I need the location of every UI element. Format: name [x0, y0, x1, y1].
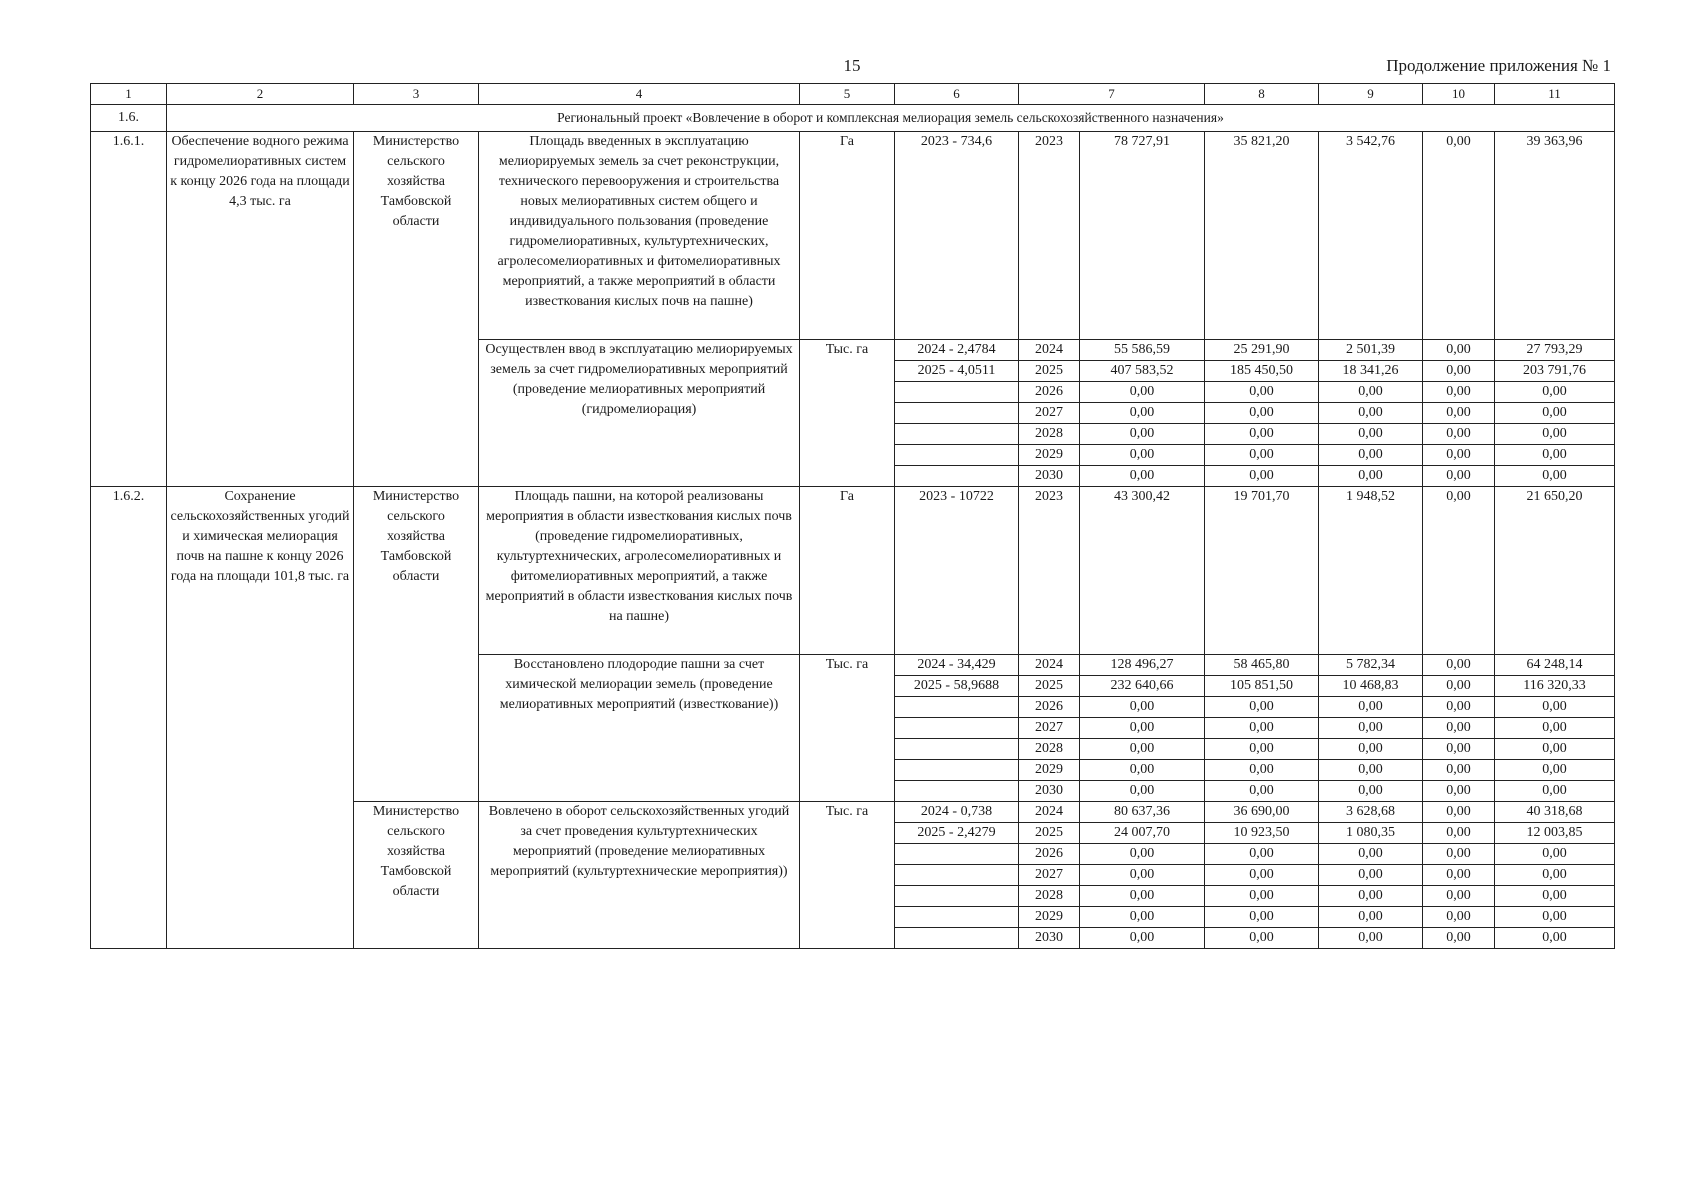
amount-cell-c9: 0,00 [1319, 739, 1423, 760]
appendix-table [90, 83, 1615, 949]
amount-cell-c11: 12 003,85 [1495, 823, 1615, 844]
column-header: 2 [167, 84, 354, 105]
year-cell: 2027 [1019, 403, 1080, 424]
section-number: 1.6.2. [91, 487, 167, 949]
amount-cell-c11: 203 791,76 [1495, 361, 1615, 382]
amount-cell-c10: 0,00 [1423, 844, 1495, 865]
year-cell: 2027 [1019, 718, 1080, 739]
year-cell: 2024 [1019, 802, 1080, 823]
amount-cell-c10: 0,00 [1423, 424, 1495, 445]
amount-cell-c7: 0,00 [1080, 697, 1205, 718]
target-cell: 2023 - 734,6 [895, 132, 1019, 340]
year-cell: 2028 [1019, 424, 1080, 445]
amount-cell-c11: 0,00 [1495, 928, 1615, 949]
indicator-name: Восстановлено плодородие пашни за счет химической мелиорации земель (проведение мелиоративных мероприятий (известкование)) [479, 655, 800, 802]
amount-cell-c11: 0,00 [1495, 781, 1615, 802]
year-cell: 2029 [1019, 760, 1080, 781]
amount-cell-c8: 0,00 [1205, 886, 1319, 907]
amount-cell-c8: 0,00 [1205, 718, 1319, 739]
year-cell: 2023 [1019, 132, 1080, 340]
amount-cell-c7: 0,00 [1080, 928, 1205, 949]
column-header: 4 [479, 84, 800, 105]
amount-cell-c10: 0,00 [1423, 697, 1495, 718]
amount-cell-c10: 0,00 [1423, 403, 1495, 424]
section-number: 1.6.1. [91, 132, 167, 487]
year-cell: 2025 [1019, 823, 1080, 844]
ministry-name: Министерство сельского хозяйства Тамбовской области [354, 132, 479, 487]
year-cell: 2030 [1019, 928, 1080, 949]
amount-cell-c8: 0,00 [1205, 781, 1319, 802]
amount-cell-c9: 18 341,26 [1319, 361, 1423, 382]
amount-cell-c11: 0,00 [1495, 865, 1615, 886]
amount-cell-c8: 0,00 [1205, 424, 1319, 445]
year-cell: 2025 [1019, 676, 1080, 697]
target-cell [895, 424, 1019, 445]
target-cell [895, 760, 1019, 781]
amount-cell-c9: 0,00 [1319, 781, 1423, 802]
amount-cell-c7: 0,00 [1080, 739, 1205, 760]
unit-cell: Га [800, 487, 895, 655]
target-cell: 2025 - 2,4279 [895, 823, 1019, 844]
amount-cell-c10: 0,00 [1423, 907, 1495, 928]
year-cell: 2024 [1019, 340, 1080, 361]
amount-cell-c9: 0,00 [1319, 403, 1423, 424]
amount-cell-c8: 0,00 [1205, 739, 1319, 760]
amount-cell-c11: 0,00 [1495, 844, 1615, 865]
amount-cell-c10: 0,00 [1423, 781, 1495, 802]
amount-cell-c10: 0,00 [1423, 718, 1495, 739]
amount-cell-c11: 0,00 [1495, 403, 1615, 424]
amount-cell-c9: 0,00 [1319, 928, 1423, 949]
amount-cell-c8: 36 690,00 [1205, 802, 1319, 823]
amount-cell-c11: 0,00 [1495, 718, 1615, 739]
amount-cell-c8: 0,00 [1205, 445, 1319, 466]
year-cell: 2024 [1019, 655, 1080, 676]
amount-cell-c11: 0,00 [1495, 382, 1615, 403]
amount-cell-c9: 0,00 [1319, 865, 1423, 886]
amount-cell-c11: 64 248,14 [1495, 655, 1615, 676]
year-cell: 2029 [1019, 907, 1080, 928]
target-cell: 2025 - 4,0511 [895, 361, 1019, 382]
year-cell: 2030 [1019, 781, 1080, 802]
indicator-name: Вовлечено в оборот сельскохозяйственных угодий за счет проведения культуртехнических мероприятий (проведение мелиоративных мероприятий (культуртехнические мероприятия)) [479, 802, 800, 949]
column-header: 5 [800, 84, 895, 105]
amount-cell-c10: 0,00 [1423, 739, 1495, 760]
amount-cell-c7: 0,00 [1080, 844, 1205, 865]
amount-cell-c9: 1 080,35 [1319, 823, 1423, 844]
amount-cell-c11: 0,00 [1495, 760, 1615, 781]
amount-cell-c9: 5 782,34 [1319, 655, 1423, 676]
amount-cell-c7: 232 640,66 [1080, 676, 1205, 697]
target-cell: 2025 - 58,9688 [895, 676, 1019, 697]
amount-cell-c7: 0,00 [1080, 466, 1205, 487]
amount-cell-c7: 43 300,42 [1080, 487, 1205, 655]
amount-cell-c11: 0,00 [1495, 739, 1615, 760]
task-name: Обеспечение водного режима гидромелиоративных систем к концу 2026 года на площади 4,3 тыс. га [167, 132, 354, 487]
amount-cell-c7: 0,00 [1080, 760, 1205, 781]
amount-cell-c11: 0,00 [1495, 445, 1615, 466]
amount-cell-c8: 58 465,80 [1205, 655, 1319, 676]
amount-cell-c9: 0,00 [1319, 382, 1423, 403]
amount-cell-c8: 0,00 [1205, 844, 1319, 865]
amount-cell-c11: 0,00 [1495, 466, 1615, 487]
amount-cell-c8: 10 923,50 [1205, 823, 1319, 844]
amount-cell-c10: 0,00 [1423, 886, 1495, 907]
amount-cell-c10: 0,00 [1423, 655, 1495, 676]
amount-cell-c11: 39 363,96 [1495, 132, 1615, 340]
year-cell: 2028 [1019, 886, 1080, 907]
target-cell [895, 382, 1019, 403]
amount-cell-c8: 25 291,90 [1205, 340, 1319, 361]
amount-cell-c10: 0,00 [1423, 487, 1495, 655]
year-cell: 2025 [1019, 361, 1080, 382]
year-cell: 2028 [1019, 739, 1080, 760]
column-header: 10 [1423, 84, 1495, 105]
amount-cell-c7: 0,00 [1080, 445, 1205, 466]
target-cell [895, 718, 1019, 739]
year-cell: 2026 [1019, 697, 1080, 718]
amount-cell-c7: 0,00 [1080, 781, 1205, 802]
amount-cell-c8: 0,00 [1205, 865, 1319, 886]
amount-cell-c8: 0,00 [1205, 928, 1319, 949]
amount-cell-c9: 10 468,83 [1319, 676, 1423, 697]
indicator-row [91, 132, 1615, 340]
amount-cell-c7: 128 496,27 [1080, 655, 1205, 676]
amount-cell-c7: 0,00 [1080, 865, 1205, 886]
target-cell [895, 403, 1019, 424]
amount-cell-c8: 0,00 [1205, 403, 1319, 424]
target-cell [895, 844, 1019, 865]
project-row [91, 105, 1615, 132]
amount-cell-c10: 0,00 [1423, 132, 1495, 340]
amount-cell-c10: 0,00 [1423, 466, 1495, 487]
indicator-row [91, 487, 1615, 655]
amount-cell-c10: 0,00 [1423, 676, 1495, 697]
amount-cell-c11: 0,00 [1495, 907, 1615, 928]
target-cell [895, 928, 1019, 949]
task-name: Сохранение сельскохозяйственных угодий и химическая мелиорация почв на пашне к концу 2026 года на площади 101,8 тыс. га [167, 487, 354, 949]
amount-cell-c9: 1 948,52 [1319, 487, 1423, 655]
target-cell: 2024 - 34,429 [895, 655, 1019, 676]
amount-cell-c11: 0,00 [1495, 424, 1615, 445]
target-cell [895, 697, 1019, 718]
unit-cell: Га [800, 132, 895, 340]
amount-cell-c11: 40 318,68 [1495, 802, 1615, 823]
target-cell: 2024 - 0,738 [895, 802, 1019, 823]
indicator-name: Площадь введенных в эксплуатацию мелиорируемых земель за счет реконструкции, технического перевооружения и строительства новых мелиоративных систем общего и индивидуального пользования (проведение гидромелиоративных, культуртехнических, агролесомелиоративных и фитомелиоративных мероприятий, а также мероприятий в области известкования кислых почв на пашне) [479, 132, 800, 340]
amount-cell-c10: 0,00 [1423, 802, 1495, 823]
amount-cell-c8: 105 851,50 [1205, 676, 1319, 697]
year-cell: 2027 [1019, 865, 1080, 886]
target-cell [895, 781, 1019, 802]
amount-cell-c11: 21 650,20 [1495, 487, 1615, 655]
target-cell [895, 466, 1019, 487]
amount-cell-c8: 0,00 [1205, 466, 1319, 487]
unit-cell: Тыс. га [800, 802, 895, 949]
indicator-name: Площадь пашни, на которой реализованы мероприятия в области известкования кислых почв (проведение гидромелиоративных, культуртехнических, агролесомелиоративных и фитомелиоративных мероприятий, а также мероприятий в области известкования кислых почв на пашне) [479, 487, 800, 655]
amount-cell-c10: 0,00 [1423, 823, 1495, 844]
ministry-name: Министерство сельского хозяйства Тамбовской области [354, 802, 479, 949]
unit-cell: Тыс. га [800, 655, 895, 802]
amount-cell-c9: 0,00 [1319, 718, 1423, 739]
amount-cell-c11: 116 320,33 [1495, 676, 1615, 697]
amount-cell-c7: 80 637,36 [1080, 802, 1205, 823]
year-cell: 2026 [1019, 844, 1080, 865]
continuation-label: Продолжение приложения № 1 [1386, 56, 1611, 75]
amount-cell-c8: 0,00 [1205, 697, 1319, 718]
amount-cell-c10: 0,00 [1423, 361, 1495, 382]
target-cell [895, 886, 1019, 907]
amount-cell-c9: 0,00 [1319, 466, 1423, 487]
project-title: Региональный проект «Вовлечение в оборот и комплексная мелиорация земель сельскохозяйственного назначения» [167, 105, 1615, 132]
amount-cell-c9: 0,00 [1319, 886, 1423, 907]
amount-cell-c11: 0,00 [1495, 886, 1615, 907]
indicator-name: Осуществлен ввод в эксплуатацию мелиорируемых земель за счет гидромелиоративных мероприятий (проведение мелиоративных мероприятий (гидромелиорация) [479, 340, 800, 487]
unit-cell: Тыс. га [800, 340, 895, 487]
amount-cell-c8: 185 450,50 [1205, 361, 1319, 382]
amount-cell-c8: 0,00 [1205, 907, 1319, 928]
year-cell: 2029 [1019, 445, 1080, 466]
column-header: 7 [1019, 84, 1205, 105]
amount-cell-c10: 0,00 [1423, 340, 1495, 361]
amount-cell-c9: 3 628,68 [1319, 802, 1423, 823]
target-cell: 2024 - 2,4784 [895, 340, 1019, 361]
target-cell [895, 907, 1019, 928]
column-header: 3 [354, 84, 479, 105]
amount-cell-c9: 0,00 [1319, 697, 1423, 718]
amount-cell-c10: 0,00 [1423, 445, 1495, 466]
year-cell: 2026 [1019, 382, 1080, 403]
column-header: 11 [1495, 84, 1615, 105]
amount-cell-c10: 0,00 [1423, 760, 1495, 781]
column-header: 6 [895, 84, 1019, 105]
amount-cell-c7: 0,00 [1080, 907, 1205, 928]
amount-cell-c10: 0,00 [1423, 928, 1495, 949]
column-number-row [91, 84, 1615, 105]
amount-cell-c9: 3 542,76 [1319, 132, 1423, 340]
amount-cell-c10: 0,00 [1423, 865, 1495, 886]
amount-cell-c11: 27 793,29 [1495, 340, 1615, 361]
amount-cell-c7: 55 586,59 [1080, 340, 1205, 361]
year-cell: 2023 [1019, 487, 1080, 655]
amount-cell-c10: 0,00 [1423, 382, 1495, 403]
amount-cell-c7: 0,00 [1080, 886, 1205, 907]
page-number: 15 [843, 56, 861, 75]
amount-cell-c11: 0,00 [1495, 697, 1615, 718]
amount-cell-c8: 19 701,70 [1205, 487, 1319, 655]
project-number: 1.6. [91, 105, 167, 132]
column-header: 1 [91, 84, 167, 105]
amount-cell-c9: 0,00 [1319, 760, 1423, 781]
amount-cell-c7: 407 583,52 [1080, 361, 1205, 382]
amount-cell-c7: 0,00 [1080, 382, 1205, 403]
target-cell: 2023 - 10722 [895, 487, 1019, 655]
column-header: 9 [1319, 84, 1423, 105]
target-cell [895, 739, 1019, 760]
amount-cell-c7: 0,00 [1080, 718, 1205, 739]
amount-cell-c8: 0,00 [1205, 382, 1319, 403]
amount-cell-c7: 24 007,70 [1080, 823, 1205, 844]
amount-cell-c7: 0,00 [1080, 403, 1205, 424]
amount-cell-c9: 2 501,39 [1319, 340, 1423, 361]
target-cell [895, 865, 1019, 886]
amount-cell-c7: 78 727,91 [1080, 132, 1205, 340]
amount-cell-c9: 0,00 [1319, 424, 1423, 445]
target-cell [895, 445, 1019, 466]
amount-cell-c9: 0,00 [1319, 844, 1423, 865]
amount-cell-c9: 0,00 [1319, 907, 1423, 928]
column-header: 8 [1205, 84, 1319, 105]
ministry-name: Министерство сельского хозяйства Тамбовской области [354, 487, 479, 802]
amount-cell-c8: 35 821,20 [1205, 132, 1319, 340]
amount-cell-c7: 0,00 [1080, 424, 1205, 445]
amount-cell-c9: 0,00 [1319, 445, 1423, 466]
amount-cell-c8: 0,00 [1205, 760, 1319, 781]
year-cell: 2030 [1019, 466, 1080, 487]
